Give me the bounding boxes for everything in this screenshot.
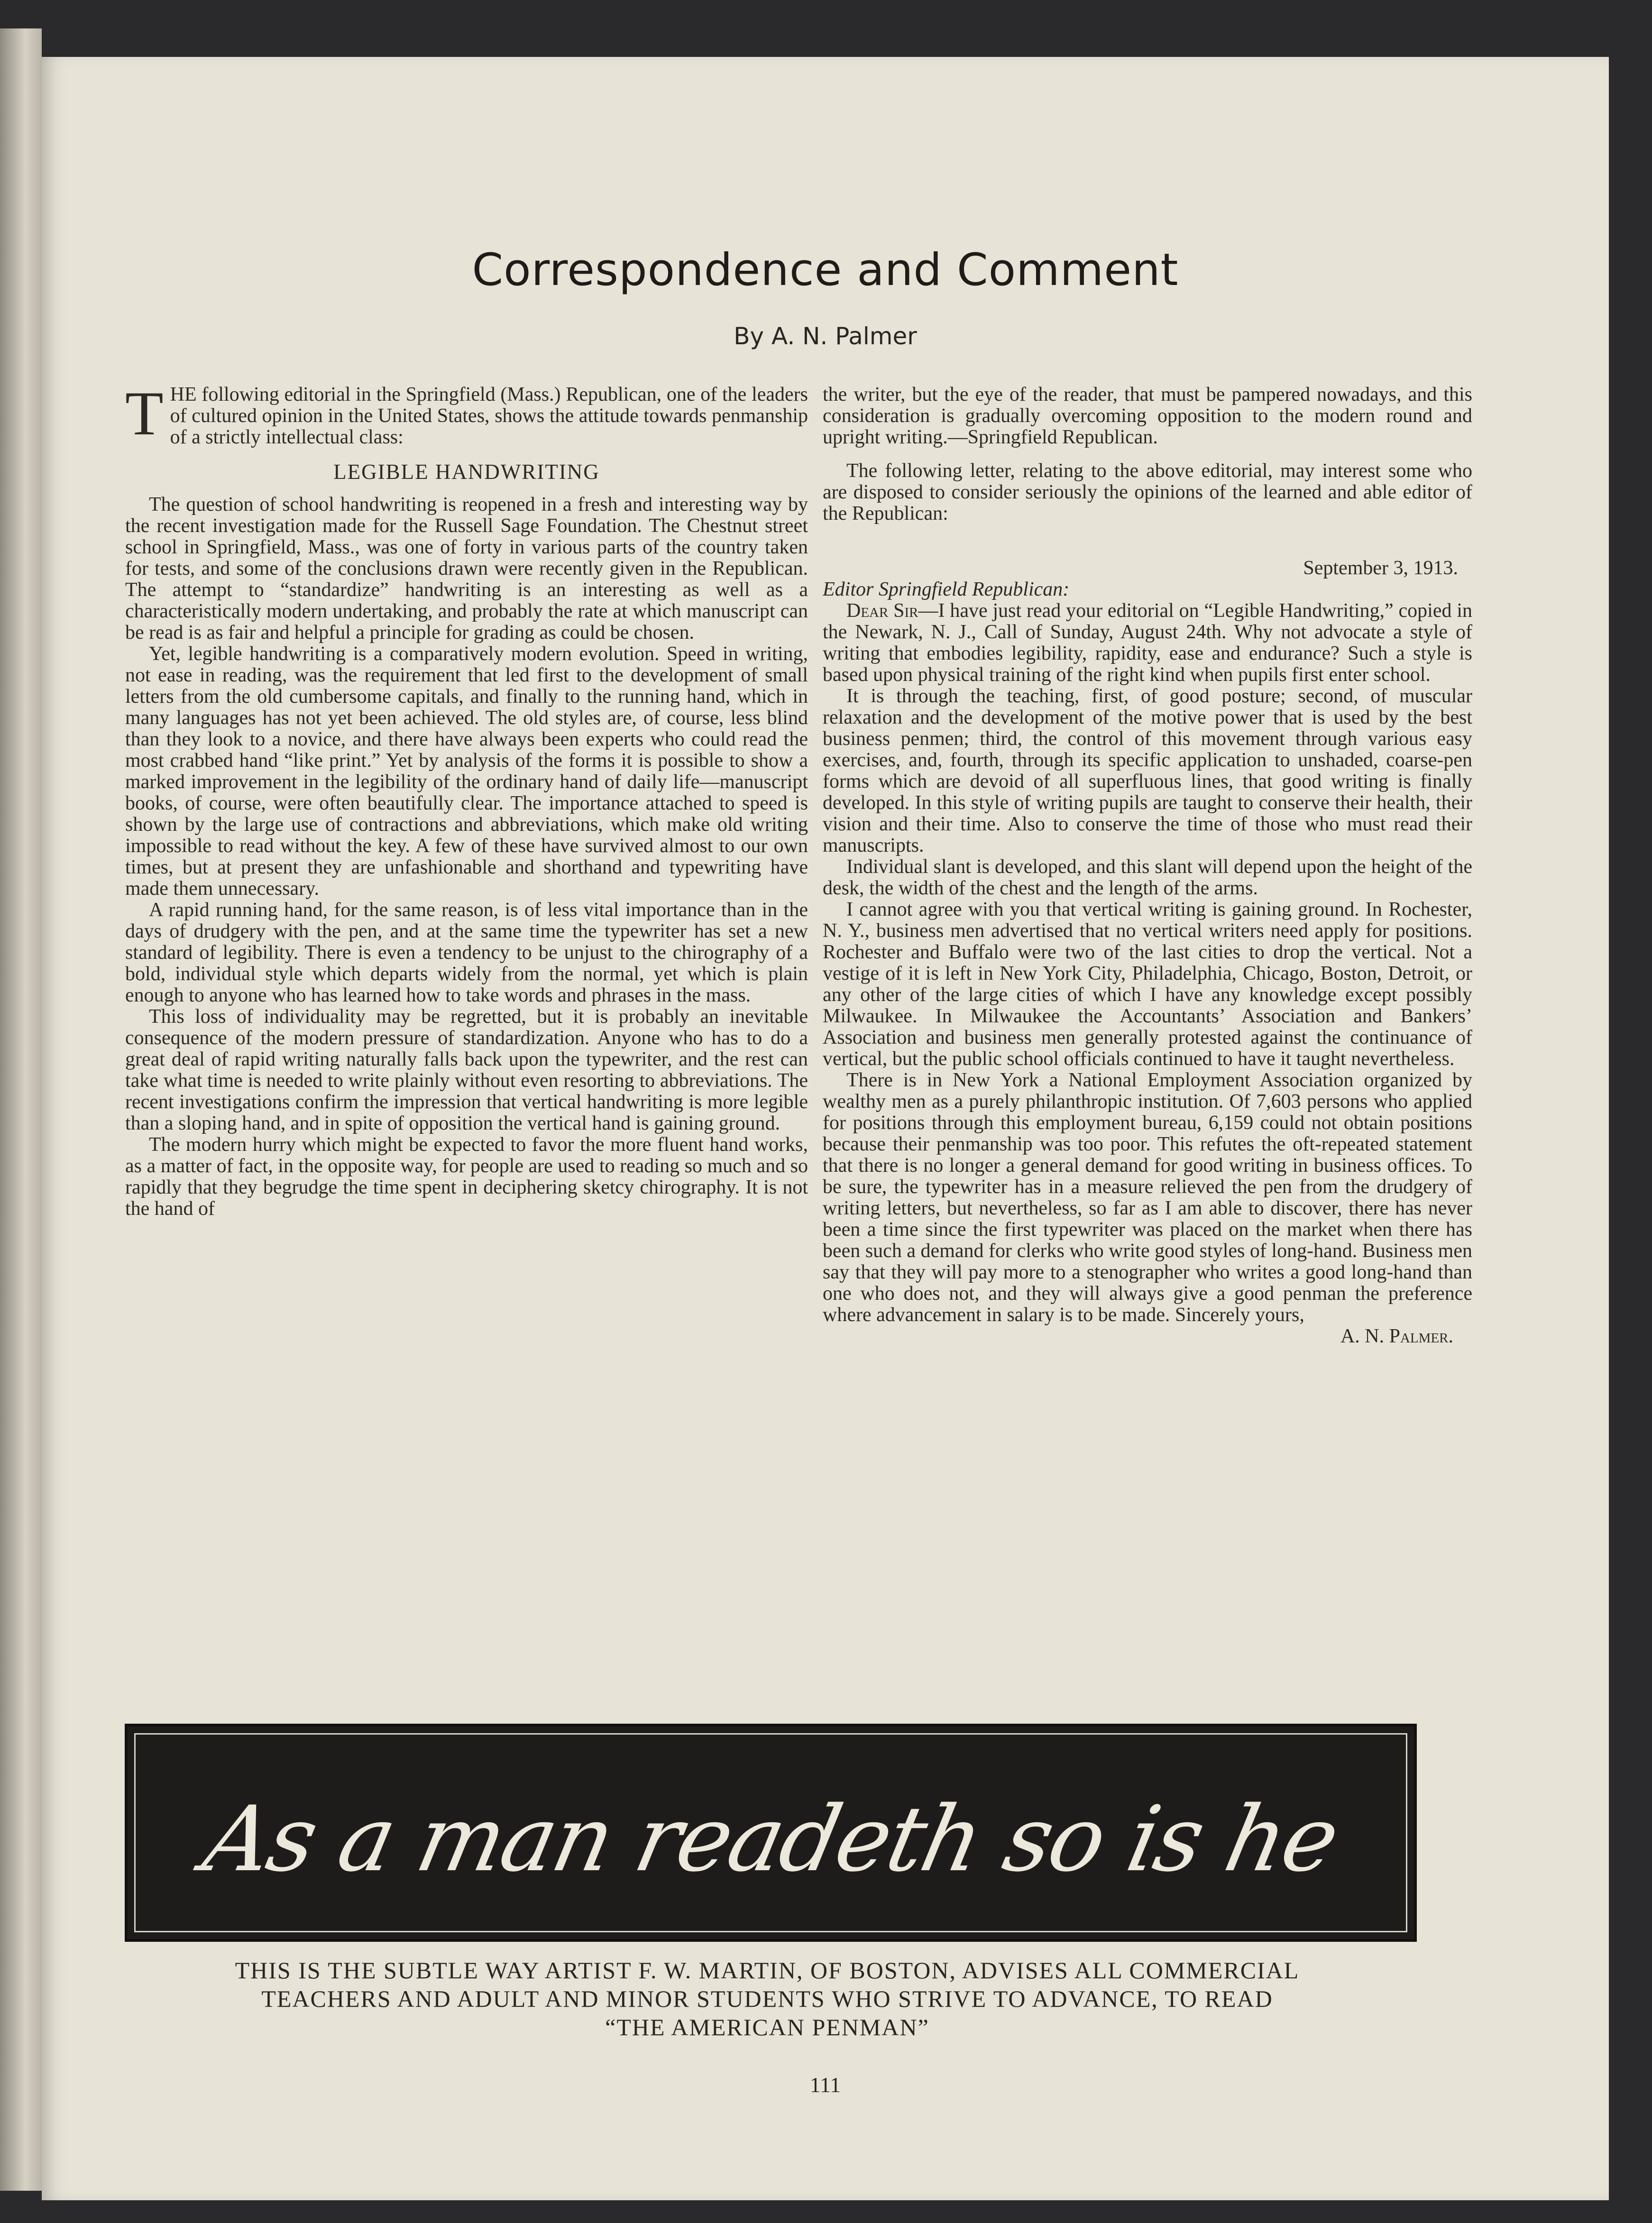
page-number: 111 — [809, 2073, 841, 2097]
intro-text: HE following editorial in the Springfield (Mass.) Republican, one of the leaders of cultured opinion in the United States, shows the attitude towards penmanship of a strictly intellectual class: — [170, 384, 808, 448]
letter-paragraph: It is through the teaching, first, of good posture; second, of muscular relaxation and the development of the motive power that is used by the best business penmen; third, the control of this movement through various easy exercises, and, fourth, through its specific application to unshaded, coarse-pen forms which are devoid of all superfluous lines, that good writing is finally developed. In this style of writing pupils are taught to conserve their health, their vision and their time. Also to conserve the time of those who must read their manuscripts. — [823, 685, 1472, 856]
editorial-paragraph: The modern hurry which might be expected to favor the more fluent hand works, as a matter of fact, in the opposite way, for people are used to reading so much and so rapidly that they begrudge the time spent in deciphering sketcy chirography. It is not the hand of — [125, 1134, 808, 1220]
editorial-paragraph: The question of school handwriting is reopened in a fresh and interesting way by the recent investigation made for the Russell Sage Foundation. The Chestnut street school in Springfield, Mass., was one of forty in various parts of the country taken for tests, and some of the conclusions drawn were recently given in the Republican. The attempt to “standardize” handwriting is an interesting as well as a characteristically modern undertaking, and probably the rate at which manuscript can be read is as fair and helpful a principle for grading as could be chosen. — [125, 494, 808, 643]
caption-line: THIS IS THE SUBTLE WAY ARTIST F. W. MARTIN, OF BOSTON, ADVISES ALL COMMERCIAL — [235, 1957, 1300, 1984]
caption-line: “THE AMERICAN PENMAN” — [605, 2014, 929, 2040]
article-byline: By A. N. Palmer — [734, 322, 917, 350]
magazine-page — [42, 57, 1609, 2200]
letter-intro: The following letter, relating to the above editorial, may interest some who are disposed to consider seriously the opinions of the learned and able editor of the Republican: — [823, 460, 1472, 524]
editorial-paragraph: This loss of individuality may be regretted, but it is probably an inevitable consequence of the modern pressure of standardization. Anyone who has to do a great deal of rapid writing naturally falls back upon the typewriter, and the rest can take what time is needed to write plainly without even resorting to abbreviations. The recent investigations confirm the impression that vertical handwriting is more legible than a sloping hand, and in spite of opposition the vertical hand is gaining ground. — [125, 1006, 808, 1134]
letter-salutation: Editor Springfield Republican: — [823, 579, 1070, 600]
caption-line: TEACHERS AND ADULT AND MINOR STUDENTS WHO STRIVE TO ADVANCE, TO READ — [261, 1985, 1273, 2012]
banner-caption — [160, 1956, 1374, 2041]
banner-border — [134, 1733, 1407, 1932]
letter-first-text: —I have just read your editorial on “Legible Handwriting,” copied in the Newark, N. J., Call of Sunday, August 24th. Why not advocate a style of writing that embodies legibility, rapidity, ease and endurance? Such a style is based upon physical training of the right kind when pupils first enter school. — [823, 600, 1472, 686]
letter-signature: A. N. Palmer. — [1340, 1325, 1453, 1347]
banner-script-text: As a man readeth so is he — [195, 1787, 1347, 1892]
letter-paragraph: I cannot agree with you that vertical writing is gaining ground. In Rochester, N. Y., business men advertised that no vertical writers need apply for positions. Rochester and Buffalo were two of the last cities to drop the vertical. Not a vestige of it is left in New York City, Philadelphia, Chicago, Boston, Detroit, or any other of the large cities of which I have any knowledge except possibly Milwaukee. In Milwaukee the Accountants’ Association and Bankers’ Association and business men generally protested against the continuance of vertical, but the public school officials continued to have it taught nevertheless. — [823, 899, 1472, 1070]
editorial-continuation: the writer, but the eye of the reader, that must be pampered nowadays, and this consideration is gradually overcoming opposition to the modern round and upright writing.—Springfield Republican. — [823, 384, 1472, 448]
script-banner — [125, 1724, 1417, 1942]
editorial-heading: LEGIBLE HANDWRITING — [333, 460, 600, 484]
right-column — [823, 384, 1472, 1347]
letter-date: September 3, 1913. — [1303, 557, 1458, 579]
editorial-paragraph: A rapid running hand, for the same reason, is of less vital importance than in the days of drudgery with the pen, and at the same time the typewriter has set a new standard of legibility. There is even a tendency to be unjust to the chirography of a bold, individual style which departs widely from the normal, yet which is plain enough to anyone who has learned how to take words and phrases in the mass. — [125, 899, 808, 1006]
letter-paragraph: There is in New York a National Employment Association organized by wealthy men as a purely philanthropic institution. Of 7,603 persons who applied for positions through this employment bureau, 6,159 could not obtain positions because their penmanship was too poor. This refutes the oft-repeated statement that there is no longer a general demand for good writing in business offices. To be sure, the typewriter has in a measure relieved the pen from the drudgery of writing letters, but nevertheless, so far as I am able to discover, there has never been a time since the first typewriter was placed on the market when there has been such a demand for clerks who write good styles of long-hand. Business men say that they will pay more to a stenographer who writes a good long-hand than one who does not, and they will always give a good penman the preference where advancement in salary is to be made. Sincerely yours, — [823, 1069, 1472, 1326]
letter-paragraph — [823, 600, 1472, 686]
editorial-paragraph: Yet, legible handwriting is a comparatively modern evolution. Speed in writing, not ease in reading, was the requirement that led first to the development of small letters from the old cumbersome capitals, and finally to the running hand, which in many languages has not yet been achieved. The old styles are, of course, less blind than they look to a novice, and there have always been experts who could read the most crabbed hand “like print.” Yet by analysis of the forms it is possible to show a marked improvement in the legibility of the ordinary hand of daily life—manuscript books, of course, were often beautifully clear. The importance attached to speed is shown by the large use of contractions and abbreviations, which make old writing impossible to read without the key. A few of these have survived almost to our own times, but at present they are unfashionable and shorthand and typewriting have made them unnecessary. — [125, 643, 808, 900]
left-column — [125, 378, 808, 1220]
intro-paragraph — [125, 378, 808, 448]
article-title: Correspondence and Comment — [472, 244, 1179, 296]
facing-page-edge — [0, 28, 42, 2191]
drop-cap: T — [125, 378, 164, 448]
dear-sir: Dear Sir — [846, 600, 918, 622]
letter-paragraph: Individual slant is developed, and this slant will depend upon the height of the desk, the width of the chest and the length of the arms. — [823, 856, 1472, 899]
